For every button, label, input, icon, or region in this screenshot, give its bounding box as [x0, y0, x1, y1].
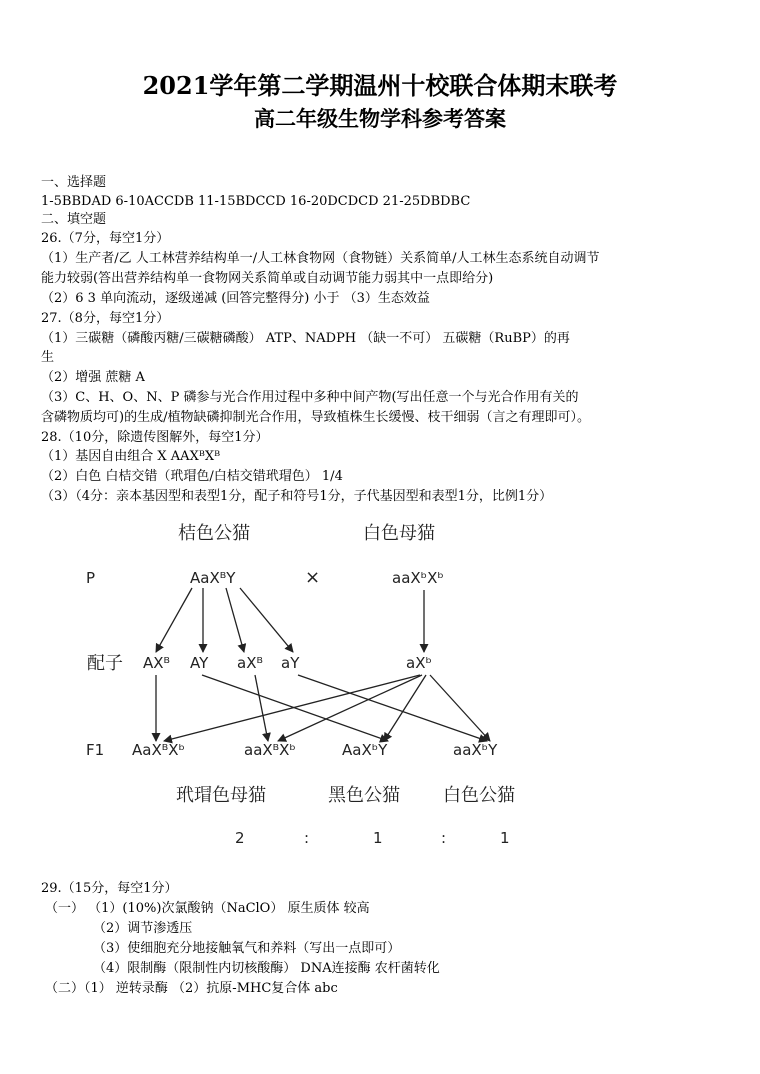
q29-answer-line: （4）限制酶（限制性内切核酸酶） DNA连接酶 农杆菌转化 — [93, 961, 440, 976]
offspring-phenotype: 白色公猫 — [443, 785, 515, 806]
male-gamete: AY — [190, 654, 209, 672]
section-heading-choice: 一、选择题 — [41, 175, 107, 190]
q28-heading: 28.（10分，除遗传图解外，每空1分） — [41, 430, 269, 445]
q26-heading: 26.（7分，每空1分） — [41, 231, 170, 246]
q28-answer-line: （1）基因自由组合 X AAXᴮXᴮ — [41, 449, 221, 464]
gamete-label: 配子 — [87, 653, 123, 674]
q29-answer-line: （二）（1） 逆转录酶 （2）抗原-MHC复合体 abc — [45, 981, 338, 996]
arrow — [164, 675, 420, 741]
q26-answer-line: 能力较弱(答出营养结构单一食物网关系简单或自动调节能力弱其中一点即给分) — [41, 271, 494, 286]
arrow — [156, 588, 192, 652]
arrow — [384, 675, 426, 741]
page-subtitle: 高二年级生物学科参考答案 — [254, 106, 506, 131]
female-gamete: aXᵇ — [406, 654, 432, 672]
q29-heading: 29.（15分，每空1分） — [41, 881, 178, 896]
offspring-phenotype: 黑色公猫 — [328, 785, 400, 806]
q27-answer-line: （2）增强 蔗糖 A — [41, 370, 145, 385]
offspring-genotype: aaXᵇY — [453, 741, 498, 759]
arrow — [278, 675, 422, 741]
q28-answer-line: （2）白色 白桔交错（玳瑁色/白桔交错玳瑁色） 1/4 — [41, 469, 343, 484]
parent-male-genotype: AaXᴮY — [190, 569, 236, 587]
ratio-value: 1 — [373, 829, 383, 847]
male-gamete: aY — [281, 654, 300, 672]
offspring-genotype: AaXᵇY — [342, 741, 388, 759]
parent-female-phenotype: 白色母猫 — [363, 523, 435, 544]
arrow — [255, 675, 268, 741]
f1-generation-label: F1 — [86, 741, 105, 759]
offspring-genotype: AaXᴮXᵇ — [132, 741, 185, 759]
arrow — [298, 675, 487, 741]
q29-answer-line: （一） （1）(10%)次氯酸钠（NaClO） 原生质体 较高 — [45, 901, 370, 916]
ratio-value: 2 — [235, 829, 245, 847]
parent-male-phenotype: 桔色公猫 — [178, 523, 250, 544]
q27-heading: 27.（8分，每空1分） — [41, 311, 170, 326]
cross-symbol: × — [305, 567, 321, 588]
page-title: 2021学年第二学期温州十校联合体期末联考 — [142, 71, 618, 100]
male-gamete: aXᴮ — [237, 654, 263, 672]
choice-answers: 1-5BBDAD 6-10ACCDB 11-15BDCCD 16-20DCDCD 21-25DBDBC — [41, 194, 471, 209]
ratio-separator: : — [304, 829, 310, 847]
arrow — [226, 588, 244, 652]
male-gamete: AXᴮ — [143, 654, 171, 672]
ratio-value: 1 — [500, 829, 510, 847]
p-generation-label: P — [86, 569, 96, 587]
q28-answer-line: （3）（4分：亲本基因型和表型1分，配子和符号1分，子代基因型和表型1分，比例1分） — [41, 489, 553, 504]
q29-answer-line: （3）使细胞充分地接触氧气和养料（写出一点即可） — [93, 941, 401, 956]
offspring-phenotype: 玳瑁色母猫 — [176, 785, 266, 806]
q26-answer-line: （2）6 3 单向流动，逐级递减 (回答完整得分) 小于 （3）生态效益 — [41, 291, 430, 306]
arrow — [240, 588, 293, 652]
q26-answer-line: （1）生产者/乙 人工林营养结构单一/人工林食物网（食物链）关系简单/人工林生态系统自动调节 — [41, 251, 600, 266]
q27-answer-line: （1）三碳糖（磷酸丙糖/三碳糖磷酸） ATP、NADPH （缺一不可） 五碳糖（RuBP）的再 — [41, 331, 570, 346]
q27-answer-line: 含磷物质均可)的生成/植物缺磷抑制光合作用，导致植株生长缓慢、枝干细弱（言之有理即可）。 — [41, 410, 590, 425]
ratio-separator: : — [441, 829, 447, 847]
parent-female-genotype: aaXᵇXᵇ — [392, 569, 444, 587]
q27-answer-line: （3）C、H、O、N、P 磷参与光合作用过程中多种中间产物(写出任意一个与光合作用有关的 — [41, 390, 579, 405]
offspring-genotype: aaXᴮXᵇ — [244, 741, 296, 759]
arrow — [202, 675, 388, 741]
q27-answer-line: 生 — [41, 350, 55, 365]
section-heading-fill: 二、填空题 — [41, 212, 107, 227]
q29-answer-line: （2）调节渗透压 — [93, 921, 193, 936]
